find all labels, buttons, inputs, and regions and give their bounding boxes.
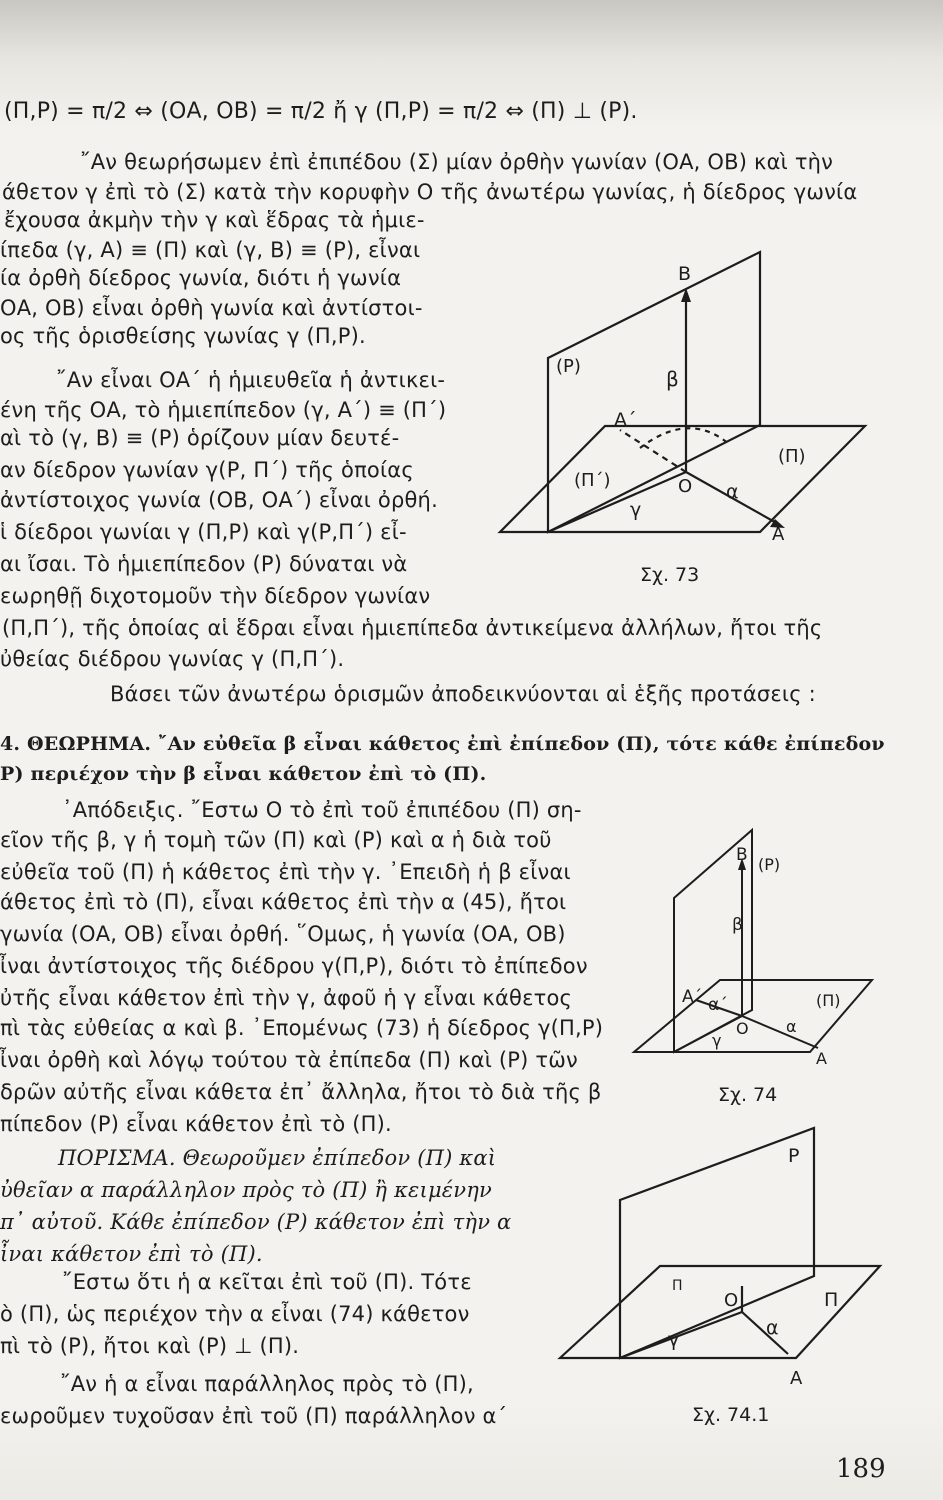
label-a: A — [772, 524, 785, 545]
label-pi-small: Π — [672, 1278, 683, 1294]
text-line-18: ὐθείας διέδρου γωνίας γ (Π,Π΄). — [0, 647, 345, 671]
text-line-40: ῎Αν ἡ α εἶναι παράλληλος πρὸς τὸ (Π), — [60, 1372, 474, 1396]
alpha-line — [742, 1016, 818, 1048]
label-pi: Π — [824, 1289, 839, 1311]
text-line-31: δρῶν αὐτῆς εἶναι κάθετα ἐπ᾿ ἄλληλα, ἤτοι τὸ διὰ τῆς β — [0, 1080, 602, 1104]
corollary-line-4: ἶναι κάθετον ἐπὶ τὸ (Π). — [0, 1242, 263, 1266]
figure-74-1 — [560, 1128, 890, 1398]
figure-74-1-caption: Σχ. 74.1 — [692, 1404, 770, 1426]
text-line-14: ἱ δίεδροι γωνίαι γ (Π,Ρ) καὶ γ(Ρ,Π΄) εἶ- — [0, 520, 407, 544]
corollary-line-3: π᾿ αὐτοῦ. Κάθε ἐπίπεδον (Ρ) κάθετον ἐπὶ τὴν α — [0, 1210, 512, 1234]
alpha-line — [742, 1312, 788, 1354]
text-line-2: ῎Αν θεωρήσωμεν ἐπὶ ἐπιπέδου (Σ) μίαν ὀρθὴν γωνίαν (ΟΑ, ΟΒ) καὶ τὴν — [80, 150, 834, 174]
label-beta: β — [732, 915, 743, 935]
text-line-37: ῎Εστω ὅτι ἡ α κεῖται ἐπὶ τοῦ (Π). Τότε — [62, 1270, 472, 1294]
figure-73-caption: Σχ. 73 — [640, 564, 700, 586]
gamma-line — [620, 1312, 742, 1358]
text-line-41: εωροῦμεν τυχοῦσαν ἐπὶ τοῦ (Π) παράλληλον α΄ — [0, 1404, 508, 1428]
text-line-25: άθετος ἐπὶ τὸ (Π), εἶναι κάθετος ἐπὶ τὴν α (45), ἤτοι — [0, 890, 567, 914]
label-alpha: α — [766, 1317, 779, 1339]
figure-74-caption: Σχ. 74 — [718, 1084, 778, 1106]
label-pi: (Π) — [816, 991, 841, 1010]
label-p: P — [788, 1145, 800, 1167]
figure-74 — [640, 820, 880, 1080]
label-pi: (Π) — [778, 446, 806, 467]
label-alpha: α — [726, 481, 739, 503]
text-line-8: ος τῆς ὁρισθείσης γωνίας γ (Π,Ρ). — [0, 324, 366, 348]
text-line-7: ΟΑ, ΟΒ) εἶναι ὀρθὴ γωνία καὶ ἀντίστοι- — [0, 296, 423, 320]
gamma-line — [674, 1016, 742, 1052]
text-line-13: ἀντίστοιχος γωνία (ΟΒ, ΟΑ΄) εἶναι ὀρθή. — [0, 488, 438, 512]
page-number: 189 — [836, 1454, 886, 1484]
text-line-9: ῎Αν εἶναι ΟΑ΄ ἡ ἡμιευθεῖα ἡ ἀντικει- — [56, 368, 446, 392]
text-line-12: αν δίεδρον γωνίαν γ(Ρ, Π΄) τῆς ὁποίας — [0, 458, 414, 482]
label-pi-prime: (Π΄) — [574, 470, 611, 491]
figure-73 — [490, 240, 890, 560]
label-a: A — [790, 1368, 803, 1389]
text-line-5: ίπεδα (γ, Α) ≡ (Π) καὶ (γ, Β) ≡ (Ρ), εἶναι — [0, 238, 421, 262]
label-o: O — [678, 476, 693, 497]
label-b: B — [678, 263, 692, 285]
text-line-24: εὐθεῖα τοῦ (Π) ἡ κάθετος ἐπὶ τὴν γ. ᾿Επειδὴ ἡ β εἶναι — [0, 860, 571, 884]
label-beta: β — [666, 367, 679, 391]
label-b: B — [736, 845, 748, 865]
text-line-22: ᾿Απόδειξις. ῎Εστω Ο τὸ ἐπὶ τοῦ ἐπιπέδου (Π) ση- — [62, 798, 582, 822]
text-line-6: ία ὀρθὴ δίεδρος γωνία, διότι ἡ γωνία — [0, 266, 402, 290]
label-gamma: γ — [712, 1031, 722, 1050]
corollary-heading: ΠΟΡΙΣΜΑ. Θεωροῦμεν ἐπίπεδον (Π) καὶ — [58, 1146, 497, 1170]
gamma-line — [548, 472, 686, 532]
label-alpha-prime: α΄ — [708, 995, 728, 1015]
a-prime-line — [620, 430, 686, 472]
label-p: (P) — [758, 855, 781, 874]
theorem-line-2: Ρ) περιέχον τὴν β εἶναι κάθετον ἐπὶ τὸ (Π). — [0, 763, 487, 785]
text-line-19: Βάσει τῶν ἀνωτέρω ὁρισμῶν ἀποδεικνύονται αἱ ἑξῆς προτάσεις : — [110, 682, 816, 706]
text-line-10: ένη τῆς ΟΑ, τὸ ἡμιεπίπεδον (γ, Α΄) ≡ (Π΄) — [0, 398, 447, 422]
text-line-23: εῖον τῆς β, γ ἡ τομὴ τῶν (Π) καὶ (Ρ) καὶ α ἡ διὰ τοῦ — [0, 828, 552, 852]
text-line-39: πὶ τὸ (Ρ), ἤτοι καὶ (Ρ) ⊥ (Π). — [0, 1334, 300, 1358]
label-alpha: α — [786, 1017, 797, 1036]
text-line-11: αὶ τὸ (γ, Β) ≡ (Ρ) ὁρίζουν μίαν δευτέ- — [0, 426, 400, 450]
text-line-17: (Π,Π΄), τῆς ὁποίας αἱ ἕδραι εἶναι ἡμιεπίπεδα ἀντικείμενα ἀλλήλων, ἤτοι τῆς — [2, 616, 823, 640]
text-line-26: γωνία (ΟΑ, ΟΒ) εἶναι ὀρθή. ῞Ομως, ἡ γωνία (ΟΑ, ΟΒ) — [0, 922, 566, 946]
text-line-1: (Π,Ρ) = π/2 ⇔ (ΟΑ, ΟΒ) = π/2 ἤ γ (Π,Ρ) = π/2 ⇔ (Π) ⊥ (Ρ). — [4, 99, 638, 124]
theorem-heading: 4. ΘΕΩΡΗΜΑ. ῎Αν εὐθεῖα β εἶναι κάθετος ἐπὶ ἐπίπεδον (Π), τότε κάθε ἐπίπεδον — [0, 733, 885, 755]
plane-pi — [560, 1266, 880, 1358]
corollary-line-2: ὐθεῖαν α παράλληλον πρὸς τὸ (Π) ἢ κειμένην — [0, 1178, 492, 1202]
text-line-16: εωρηθῇ διχοτομοῦν τὴν δίεδρον γωνίαν — [0, 584, 431, 608]
plane-p — [620, 1128, 814, 1358]
text-line-27: ἶναι ἀντίστοιχος τῆς διέδρου γ(Π,Ρ), διότι τὸ ἐπίπεδον — [0, 954, 588, 978]
text-line-38: ὸ (Π), ὡς περιέχον τὴν α εἶναι (74) κάθετον — [0, 1302, 470, 1326]
text-line-30: ἶναι ὀρθὴ καὶ λόγῳ τούτου τὰ ἐπίπεδα (Π) καὶ (Ρ) τῶν — [0, 1048, 578, 1072]
text-line-15: αι ἴσαι. Τὸ ἡμιεπίπεδον (Ρ) δύναται νὰ — [0, 552, 408, 576]
text-line-4: ἔχουσα ἀκμὴν τὴν γ καὶ ἕδρας τὰ ἡμιε- — [4, 208, 425, 232]
label-a-prime: A΄ — [614, 409, 637, 431]
text-line-3: άθετον γ ἐπὶ τὸ (Σ) κατὰ τὴν κορυφὴν Ο τῆς ἀνωτέρω γωνίας, ἡ δίεδρος γωνία — [2, 180, 858, 204]
label-gamma: γ — [630, 499, 642, 521]
label-o: O — [724, 1290, 739, 1311]
text-line-28: ὐτῆς εἶναι κάθετον ἐπὶ τὴν γ, ἀφοῦ ἡ γ εἶναι κάθετος — [0, 986, 573, 1010]
label-a: A — [816, 1049, 827, 1068]
label-a-prime: A΄ — [682, 987, 703, 1007]
label-gamma: γ — [668, 1329, 680, 1351]
label-p: (P) — [556, 356, 581, 377]
label-o: O — [736, 1019, 749, 1038]
text-line-29: πὶ τὰς εὐθείας α καὶ β. ᾿Επομένως (73) ἡ δίεδρος γ(Π,Ρ) — [0, 1016, 604, 1040]
text-line-32: πίπεδον (Ρ) εἶναι κάθετον ἐπὶ τὸ (Π). — [0, 1112, 392, 1136]
